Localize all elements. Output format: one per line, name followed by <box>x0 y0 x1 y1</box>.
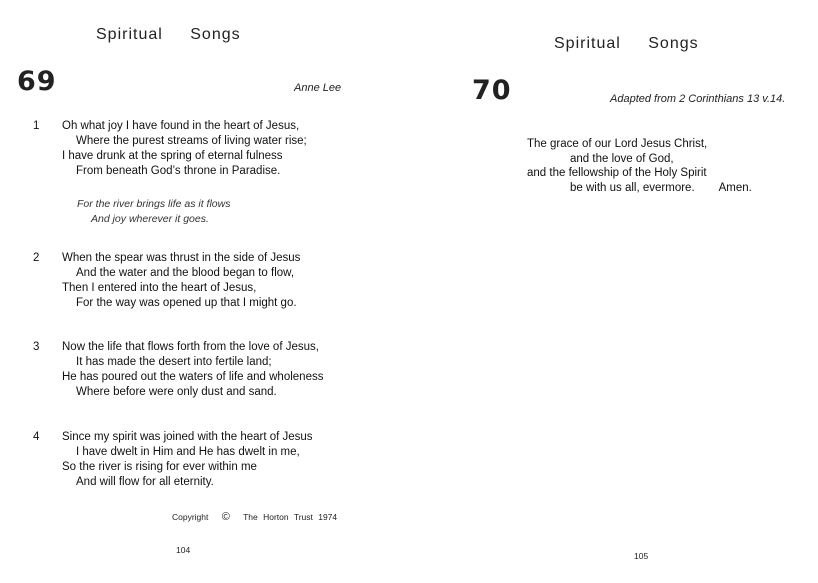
hymn-number: 70 <box>472 75 512 106</box>
verse-line: And will flow for all eternity. <box>76 476 214 488</box>
copyright-holder: The Horton Trust 1974 <box>243 512 338 522</box>
verse-line: From beneath God’s throne in Paradise. <box>76 165 281 177</box>
verse-line: For the way was opened up that I might go. <box>76 297 297 309</box>
grace-line: be with us all, evermore. <box>570 181 695 194</box>
grace-line: and the love of God, <box>570 152 674 165</box>
verse-number: 2 <box>33 252 40 264</box>
copyright-notice <box>172 511 337 523</box>
verse-number: 4 <box>33 431 40 443</box>
copyright-label: Copyright <box>172 512 209 522</box>
verse-line: Oh what joy I have found in the heart of Jesus, <box>62 120 300 132</box>
hymn-author: Anne Lee <box>294 82 342 94</box>
right-page <box>409 0 818 583</box>
verse-line: Since my spirit was joined with the heart of Jesus <box>62 431 313 443</box>
running-header: Spiritual Songs <box>96 26 241 43</box>
amen-text: Amen. <box>718 181 752 194</box>
grace-line: The grace of our Lord Jesus Christ, <box>527 138 708 150</box>
hymn-number: 69 <box>17 66 57 97</box>
verse-line: I have drunk at the spring of eternal fulness <box>62 150 283 162</box>
verse-line: When the spear was thrust in the side of Jesus <box>62 252 301 264</box>
verse-line: And the water and the blood began to flow, <box>76 267 295 279</box>
verse-line: I have dwelt in Him and He has dwelt in me, <box>76 446 300 458</box>
grace-line: and the fellowship of the Holy Spirit <box>527 167 707 179</box>
page-number: 104 <box>176 545 191 555</box>
verse-line: He has poured out the waters of life and wholeness <box>62 371 324 383</box>
verse-line: Then I entered into the heart of Jesus, <box>62 282 257 294</box>
page-number: 105 <box>634 551 649 561</box>
verse-line: Where before were only dust and sand. <box>76 386 277 398</box>
verse-number: 1 <box>33 120 40 132</box>
grace-text <box>527 137 752 195</box>
chorus-line: And joy wherever it goes. <box>91 213 209 225</box>
verse-line: Now the life that flows forth from the love of Jesus, <box>62 341 319 353</box>
chorus-line: For the river brings life as it flows <box>77 198 231 210</box>
copyright-icon: © <box>221 511 230 523</box>
running-header: Spiritual Songs <box>554 35 699 52</box>
verse-line: It has made the desert into fertile land; <box>76 356 272 368</box>
verse-line: So the river is rising for ever within me <box>62 461 257 473</box>
verse-number: 3 <box>33 341 40 353</box>
verse-line: Where the purest streams of living water rise; <box>76 135 307 147</box>
hymn-attribution: Adapted from 2 Corinthians 13 v.14. <box>610 93 786 105</box>
chorus <box>77 197 230 227</box>
